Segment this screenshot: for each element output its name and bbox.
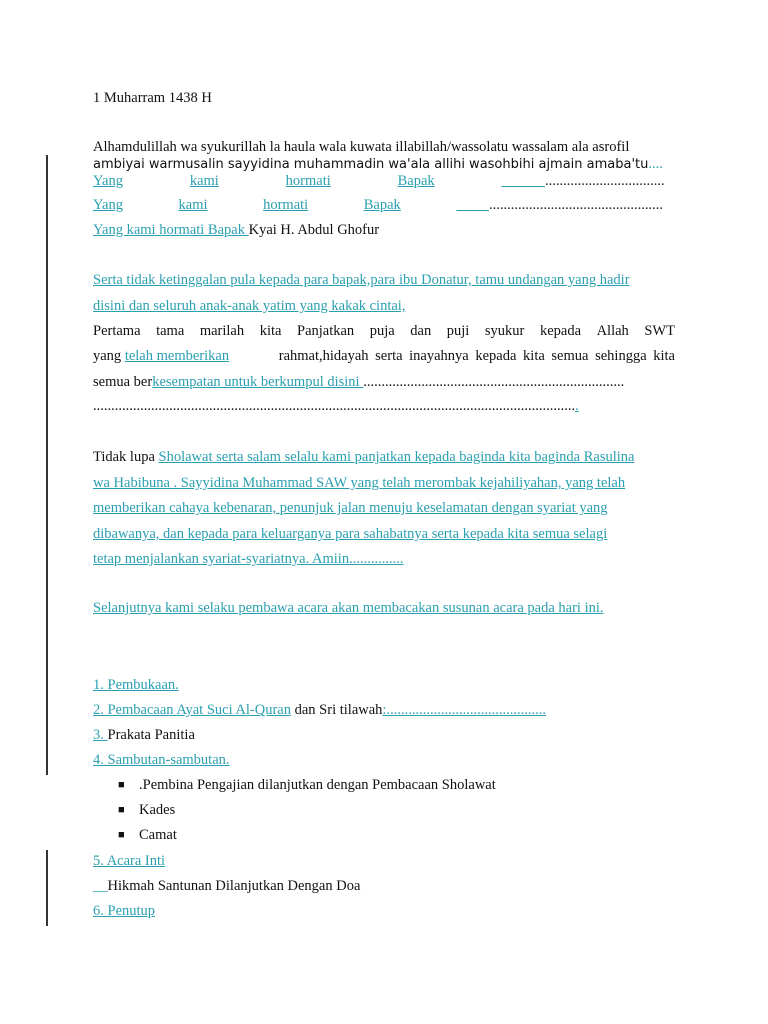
para1-line-2: disini dan seluruh anak-anak yatim yang kakak cintai, [93, 298, 406, 314]
bullet-icon: ■ [118, 779, 125, 791]
para2-l5-dots: ............... [349, 551, 404, 567]
hon-word-kami: kami [189, 173, 219, 189]
para1-l3-word: puji [446, 323, 470, 339]
para1-l6-end: . [575, 398, 579, 414]
agenda-item-5: 5. Acara Inti [93, 853, 166, 869]
para1-line-5 [93, 373, 675, 391]
honorific-dots-1: ................................. [545, 173, 665, 189]
para1-line-1: Serta tidak ketinggalan pula kepada para bapak,para ibu Donatur, tamu undangan yang hadir [93, 272, 630, 288]
sub-item-3-text: Camat [139, 827, 177, 843]
agenda-item-3-teal: 3. [93, 727, 108, 743]
opening-line-2-text: ambiyai warmusalin sayyidina muhammadin wa'ala allihi wasohbihi ajmain amaba'tu [93, 157, 649, 172]
agenda-item-5-sub-lead: __ [93, 878, 108, 894]
para1-l3-word: puja [369, 323, 395, 339]
para1-l4-a: yang [93, 348, 125, 364]
hon-word-yang: Yang [93, 173, 123, 189]
date-line: 1 Muharram 1438 H [93, 90, 212, 106]
hon2-word-bapak: Bapak [363, 197, 401, 213]
para1-l5-c: ........................................................................ [363, 374, 625, 390]
honorific-dots-2: ................................................ [489, 197, 663, 213]
para2-line-4: dibawanya, dan kepada para keluarganya para sahabatnya serta kepada kita semua selagi [93, 526, 608, 542]
agenda-item-1: 1. Pembukaan. [93, 677, 179, 693]
honorific-line-3-name: Kyai H. Abdul Ghofur [248, 222, 380, 238]
para2-l1-a: Tidak lupa [93, 449, 159, 465]
para1-l4-b: telah memberikan [124, 348, 230, 364]
opening-line-1: Alhamdulillah wa syukurillah la haula wala kuwata illabillah/wassolatu wassalam ala asrofil [93, 139, 630, 155]
para2-line-3: memberikan cahaya kebenaran, penunjuk jalan menuju keselamatan dengan syariat yang [93, 500, 608, 516]
para1-l5-a: semua ber [93, 374, 153, 390]
para1-l3-word: kepada [539, 323, 582, 339]
para3-line: Selanjutnya kami selaku pembawa acara akan membacakan susunan acara pada hari ini. [93, 600, 604, 616]
hon-word-hormati: hormati [285, 173, 331, 189]
bullet-icon: ■ [118, 829, 125, 841]
agenda-item-5-sub [93, 877, 675, 895]
para1-line-3 [93, 322, 675, 340]
hon2-word-yang: Yang [93, 197, 123, 213]
para1-l3-word: SWT [644, 323, 675, 339]
para1-l3-word: syukur [484, 323, 525, 339]
sub-item-2-text: Kades [139, 802, 176, 818]
sub-item-1-text: .Pembina Pengajian dilanjutkan dengan Pembacaan Sholawat [139, 777, 496, 793]
honorific-line-3-teal: Yang kami hormati Bapak [93, 222, 249, 238]
agenda-item-5-sub-text: Hikmah Santunan Dilanjutkan Dengan Doa [107, 878, 361, 894]
para2-line-1 [93, 448, 675, 466]
para1-l3-word: tama [156, 323, 185, 339]
change-bar-bottom [46, 850, 48, 926]
para1-l3-word: Panjatkan [297, 323, 355, 339]
honorific-line-2 [93, 196, 675, 214]
para1-l6: ..................................................................................................................................... [93, 398, 576, 414]
agenda-item-2 [93, 701, 675, 719]
agenda-item-3-black: Prakata Panitia [107, 727, 195, 743]
agenda-item-2-teal: 2. Pembacaan Ayat Suci Al-Quran [93, 702, 291, 718]
change-bar-top [46, 155, 48, 775]
para1-l3-word: kita [259, 323, 282, 339]
agenda-item-2-black: dan Sri tilawah [291, 702, 383, 718]
agenda-item-4: 4. Sambutan-sambutan. [93, 752, 230, 768]
para2-l1-b: Sholawat serta salam selalu kami panjatkan kepada baginda kita baginda Rasulina [158, 449, 635, 465]
agenda-item-3 [93, 726, 675, 744]
para1-l3-word: Allah [596, 323, 629, 339]
opening-line-2-tail: .... [648, 156, 663, 172]
para1-line-6 [93, 397, 675, 415]
honorific-line-3 [93, 221, 675, 239]
para1-l3-word: marilah [199, 323, 245, 339]
honorific-line-1 [93, 172, 675, 190]
agenda-item-2-colon: : [382, 702, 387, 718]
para1-l4-c: rahmat,hidayah serta inayahnya kepada kita semua sehingga kita [278, 348, 675, 364]
para1-l3-word: dan [410, 323, 432, 339]
para1-l3-word: Pertama [93, 323, 141, 339]
hon2-word-kami: kami [178, 197, 208, 213]
agenda-item-6: 6. Penutup [93, 903, 156, 919]
para2-l5: tetap menjalankan syariat-syariatnya. Amiin [93, 551, 350, 567]
bullet-icon: ■ [118, 804, 125, 816]
para1-line-4 [93, 347, 675, 365]
para2-line-5 [93, 550, 675, 568]
hon-word-bapak: Bapak [397, 173, 435, 189]
para2-line-2: wa Habibuna . Sayyidina Muhammad SAW yang telah merombak kejahiliyahan, yang telah [93, 475, 626, 491]
agenda-item-2-dots: ............................................ [386, 702, 546, 718]
hon2-word-hormati: hormati [263, 197, 309, 213]
para1-l5-b: kesempatan untuk berkumpul disini [152, 374, 364, 390]
